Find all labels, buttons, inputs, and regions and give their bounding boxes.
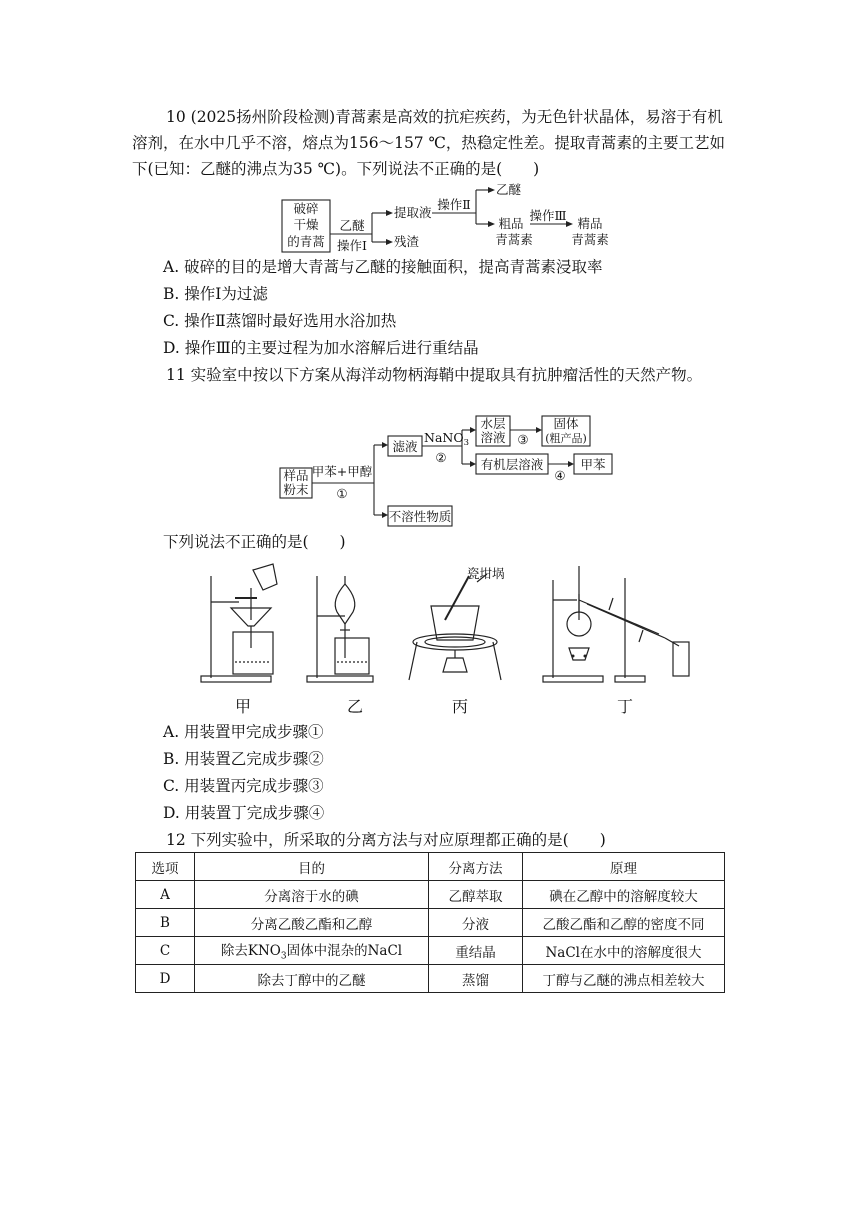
q10-crude-line2: 青蒿素	[495, 232, 533, 247]
q11-step3: ③	[517, 432, 529, 447]
q11-option-b: B. 用装置乙完成步骤②	[163, 750, 324, 768]
q11-aqueous-line1: 水层	[480, 416, 506, 431]
q11-option-d: D. 用装置丁完成步骤④	[163, 804, 325, 822]
col-header-goal: 目的	[195, 853, 429, 881]
q11-solid-line2: (粗产品)	[545, 432, 587, 445]
q11-sample-line2: 粉末	[283, 482, 309, 497]
cell-principle: 碘在乙醇中的溶解度较大	[523, 881, 725, 909]
q10-ether: 乙醚	[496, 182, 522, 197]
cell-method: 分液	[429, 909, 523, 937]
q11-organic: 有机层溶液	[480, 457, 544, 472]
q11-sample-line1: 样品	[283, 468, 309, 483]
apparatus-label-yi: 乙	[347, 697, 364, 716]
cell-goal-post: 固体中混杂的NaCl	[286, 943, 403, 960]
crucible-label: 瓷坩埚	[467, 566, 505, 581]
cell-goal-pre: 除去KNO	[220, 943, 281, 960]
q11-step1: ①	[336, 486, 348, 501]
q10-solvent: 乙醚	[339, 218, 365, 233]
q10-option-c: C. 操作Ⅱ蒸馏时最好选用水浴加热	[163, 312, 397, 330]
table-row	[136, 881, 725, 909]
cell-goal: 分离溶于水的碘	[195, 881, 429, 909]
col-header-principle: 原理	[523, 853, 725, 881]
q11-option-a: A. 用装置甲完成步骤①	[163, 723, 324, 741]
q11-reagent2-main: NaNO	[424, 430, 464, 445]
q11-solid-line1: 固体	[553, 416, 579, 431]
apparatus-yi	[307, 576, 373, 682]
q10-option-a: A. 破碎的目的是增大青蒿与乙醚的接触面积，提高青蒿素浸取率	[163, 258, 603, 276]
cell-goal-sub: 3	[280, 951, 287, 962]
cell-option: A	[136, 881, 195, 909]
table-row	[136, 965, 725, 993]
q10-stem: 10 (2025扬州阶段检测)青蒿素是高效的抗疟疾药，为无色针状晶体，易溶于有机溶剂，在水中几乎不溶，熔点为156～157 ℃，热稳定性差。提取青蒿素的主要工艺如下(已知：乙醚的沸点为35 ℃)。下列说法不正确的是( )	[132, 108, 725, 178]
q10-pure-line2: 青蒿素	[571, 232, 609, 247]
table-row	[136, 937, 725, 965]
q10-op2: 操作Ⅱ	[437, 197, 471, 212]
q10-start-line1: 破碎	[293, 201, 319, 216]
q11-step2: ②	[435, 450, 447, 465]
cell-option: C	[136, 937, 195, 965]
apparatus-label-bing: 丙	[452, 697, 469, 716]
q11-reagent1: 甲苯+甲醇	[311, 464, 373, 479]
q11-toluene: 甲苯	[580, 457, 606, 472]
q11-prompt: 下列说法不正确的是( )	[163, 533, 346, 551]
col-header-option: 选项	[136, 853, 195, 881]
q10-pure-line1: 精品	[577, 216, 603, 231]
q10-start-line3: 的青蒿	[287, 234, 325, 249]
q10-option-b: B. 操作Ⅰ为过滤	[163, 285, 268, 303]
cell-principle: NaCl在水中的溶解度很大	[523, 937, 725, 965]
q11-reagent2-sub: 3	[463, 438, 469, 448]
table-header-row	[136, 853, 725, 881]
apparatus-label-jia: 甲	[235, 697, 252, 716]
cell-method: 乙醇萃取	[429, 881, 523, 909]
cell-method: 重结晶	[429, 937, 523, 965]
q11-stem: 11 实验室中按以下方案从海洋动物柄海鞘中提取具有抗肿瘤活性的天然产物。	[166, 366, 703, 384]
q10-op1: 操作Ⅰ	[337, 238, 367, 253]
apparatus-bing	[409, 574, 501, 680]
q11-option-c: C. 用装置丙完成步骤③	[163, 777, 324, 795]
apparatus-ding	[543, 566, 689, 682]
cell-goal	[195, 937, 429, 965]
col-header-method: 分离方法	[429, 853, 523, 881]
q10-op3: 操作Ⅲ	[529, 208, 567, 223]
q10-crude-line1: 粗品	[498, 216, 524, 231]
apparatus-figure	[195, 560, 705, 685]
cell-goal: 分离乙酸乙酯和乙醇	[195, 909, 429, 937]
cell-principle: 丁醇与乙醚的沸点相差较大	[523, 965, 725, 993]
q10-start-line2: 干燥	[293, 217, 319, 232]
apparatus-dots	[572, 655, 587, 658]
cell-option: B	[136, 909, 195, 937]
table-row	[136, 909, 725, 937]
q10-option-d: D. 操作Ⅲ的主要过程为加水溶解后进行重结晶	[163, 339, 479, 357]
separation-table	[135, 852, 725, 993]
q10-extract: 提取液	[394, 205, 432, 220]
cell-goal: 除去丁醇中的乙醚	[195, 965, 429, 993]
q11-insoluble: 不溶性物质	[388, 509, 452, 524]
cell-method: 蒸馏	[429, 965, 523, 993]
q10-residue: 残渣	[394, 234, 420, 249]
q11-flowchart	[276, 412, 622, 530]
cell-principle: 乙酸乙酯和乙醇的密度不同	[523, 909, 725, 937]
q11-step4: ④	[554, 468, 566, 483]
q10-flowchart	[280, 180, 620, 254]
apparatus-label-ding: 丁	[617, 697, 634, 716]
apparatus-jia	[201, 564, 277, 682]
q11-aqueous-line2: 溶液	[480, 430, 506, 445]
q11-filtrate: 滤液	[392, 439, 418, 454]
q12-stem: 12 下列实验中，所采取的分离方法与对应原理都正确的是( )	[166, 831, 606, 849]
cell-option: D	[136, 965, 195, 993]
